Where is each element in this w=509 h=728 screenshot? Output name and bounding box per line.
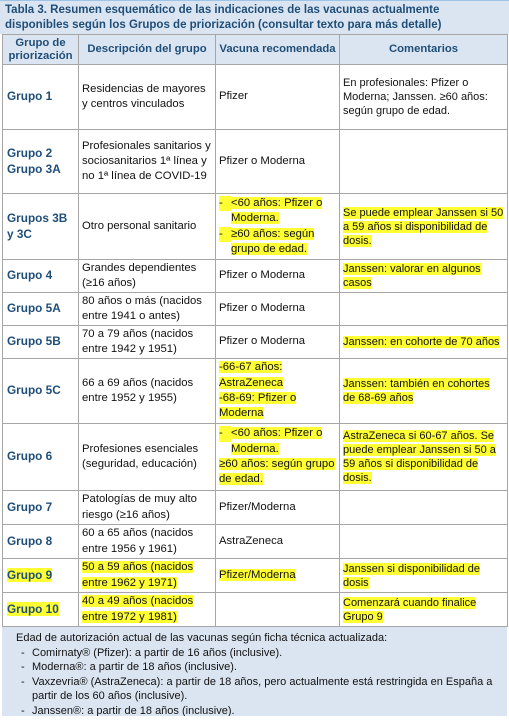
table-row [3,593,508,627]
description-cell: Patologías de muy alto riesgo (≥16 años) [79,491,216,525]
group-cell: Grupo 5B [3,326,79,359]
description-cell: Otro personal sanitario [79,194,216,260]
vaccine-table [2,34,508,627]
comment-cell [340,491,508,525]
vaccine-item: - ≥60 años: según grupo de edad. [219,227,315,255]
vaccine-cell [216,194,340,260]
vaccine-item: - <60 años: Pfizer o Moderna. [219,427,323,455]
vaccine-cell: Pfizer o Moderna [216,130,340,194]
group-cell: Grupo 9 [3,559,79,593]
vaccine-item: ≥60 años: según grupo de edad. [219,458,335,486]
description-cell: Residencias de mayores y centros vinculados [79,65,216,130]
vaccine-cell: AstraZeneca [216,525,340,559]
description-cell: 40 a 49 años (nacidos entre 1972 y 1981) [79,593,216,627]
table-row [3,65,508,130]
comment-cell: Se puede emplear Janssen si 50 a 59 años si disponibilidad de dosis. [340,194,508,260]
group-cell: Grupo 7 [3,491,79,525]
description-cell: 80 años o más (nacidos entre 1941 o antes) [79,293,216,326]
table-row [3,359,508,424]
comment-cell: Janssen: valorar en algunos casos [340,260,508,293]
comment-cell [340,293,508,326]
comment-cell: Janssen si disponibilidad de dosis [340,559,508,593]
table-row [3,559,508,593]
vaccine-cell [216,593,340,627]
vaccine-cell: Pfizer [216,65,340,130]
vaccine-cell [216,424,340,491]
vaccine-item: -66-67 años: AstraZeneca [219,361,284,389]
vaccine-cell [216,359,340,424]
footer-intro: Edad de autorización actual de las vacunas según ficha técnica actualizada: [16,632,388,644]
description-cell: 66 a 69 años (nacidos entre 1952 y 1955) [79,359,216,424]
table-row [3,525,508,559]
table-row [3,491,508,525]
description-cell: Profesionales sanitarios y sociosanitarios 1ª línea y no 1ª línea de COVID-19 [79,130,216,194]
group-cell: Grupo 8 [3,525,79,559]
group-cell: Grupo 10 [3,593,79,627]
comment-cell: AstraZeneca si 60-67 años. Se puede emplear Janssen si 50 a 59 años si disponibilidad de dosis. [340,424,508,491]
footer-item: - Comirnaty® (Pfizer): a partir de 16 años (inclusive). [21,646,283,659]
vaccine-item: -68-69: Pfizer o Moderna [219,392,297,420]
comment-cell [340,130,508,194]
group-cell: Grupo 5A [3,293,79,326]
table-row [3,260,508,293]
description-cell: 50 a 59 años (nacidos entre 1962 y 1971) [79,559,216,593]
header-vaccine: Vacuna recomendada [216,35,340,65]
group-cell: Grupo 2 Grupo 3A [3,130,79,194]
group-cell: Grupo 4 [3,260,79,293]
header-group: Grupo de priorización [3,35,79,65]
table-header-row [3,35,508,65]
comment-cell: Janssen: también en cohortes de 68-69 años [340,359,508,424]
comment-cell: Comenzará cuando finalice Grupo 9 [340,593,508,627]
group-cell: Grupo 5C [3,359,79,424]
footer-notes [2,627,507,716]
comment-cell [340,525,508,559]
group-cell: Grupo 6 [3,424,79,491]
group-cell: Grupo 1 [3,65,79,130]
table-row [3,326,508,359]
vaccine-cell: Pfizer o Moderna [216,326,340,359]
vaccine-cell: Pfizer/Moderna [216,559,340,593]
comment-cell: En profesionales: Pfizer o Moderna; Janssen. ≥60 años: según grupo de edad. [340,65,508,130]
table-row [3,293,508,326]
table-title: Tabla 3. Resumen esquemático de las indicaciones de las vacunas actualmente disponibles según los Grupos de priorización (consultar texto para más detalle) [0,0,509,34]
vaccine-cell: Pfizer/Moderna [216,491,340,525]
footer-item: - Janssen®: a partir de 18 años (inclusive). [21,704,235,716]
description-cell: 70 a 79 años (nacidos entre 1942 y 1951) [79,326,216,359]
description-cell: Profesiones esenciales (seguridad, educación) [79,424,216,491]
group-cell: Grupos 3B y 3C [3,194,79,260]
description-cell: 60 a 65 años (nacidos entre 1956 y 1961) [79,525,216,559]
table-row [3,194,508,260]
vaccine-cell: Pfizer o Moderna [216,260,340,293]
comment-cell: Janssen: en cohorte de 70 años [340,326,508,359]
description-cell: Grandes dependientes (≥16 años) [79,260,216,293]
table-row [3,424,508,491]
footer-item: - Vaxzevria® (AstraZeneca): a partir de 18 años, pero actualmente está restringida en España a partir de los 60 años (inclusive). [21,675,493,702]
table-row [3,130,508,194]
vaccine-item: - <60 años: Pfizer o Moderna. [219,196,323,225]
footer-item: - Moderna®: a partir de 18 años (inclusive). [21,661,237,673]
header-comments: Comentarios [340,35,508,65]
vaccine-cell: Pfizer o Moderna [216,293,340,326]
header-description: Descripción del grupo [79,35,216,65]
